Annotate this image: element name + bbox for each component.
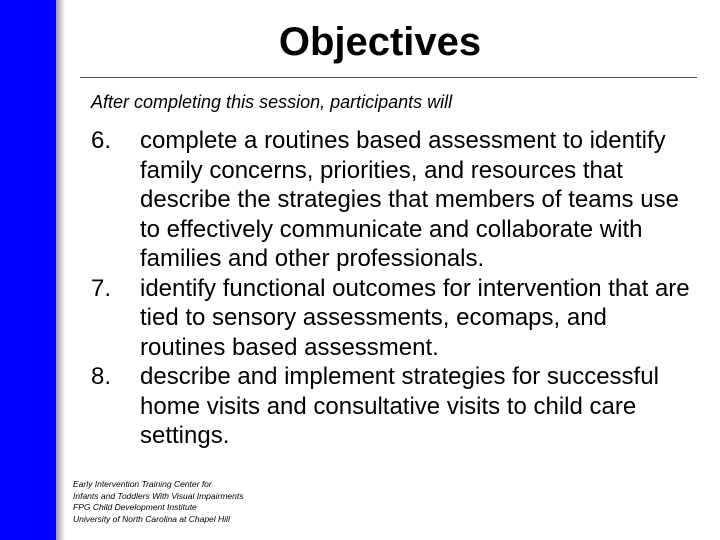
footer-line: Early Intervention Training Center for: [73, 479, 212, 489]
objective-item: [91, 126, 691, 274]
objective-item: [91, 274, 691, 363]
footer-line: University of North Carolina at Chapel Hill: [73, 513, 230, 524]
objective-text: complete a routines based assessment to identify family concerns, priorities, and resources that describe the strategies that members of teams use to effectively communicate and collaborate with families and other professionals.: [140, 127, 679, 272]
objective-number: 7.: [91, 274, 112, 302]
footer-credits: [73, 479, 243, 525]
slide-title: Objectives: [278, 20, 482, 64]
objective-text: identify functional outcomes for intervention that are tied to sensory assessments, ecomaps, and routines based assessment.: [140, 274, 690, 361]
footer-line: Infants and Toddlers With Visual Impairments: [73, 490, 244, 501]
objective-item: [91, 362, 691, 451]
objectives-list: [91, 126, 691, 451]
sidebar-shadow: [56, 0, 65, 540]
footer-line: FPG Child Development Institute: [73, 502, 197, 512]
blue-sidebar-bar: [0, 0, 56, 540]
objective-number: 8.: [91, 363, 112, 390]
objective-text: describe and implement strategies for successful home visits and consultative visits to child care settings.: [140, 363, 659, 449]
intro-text: After completing this session, participants will: [91, 92, 453, 112]
objective-number: 6.: [91, 127, 112, 154]
title-divider: [80, 77, 697, 78]
